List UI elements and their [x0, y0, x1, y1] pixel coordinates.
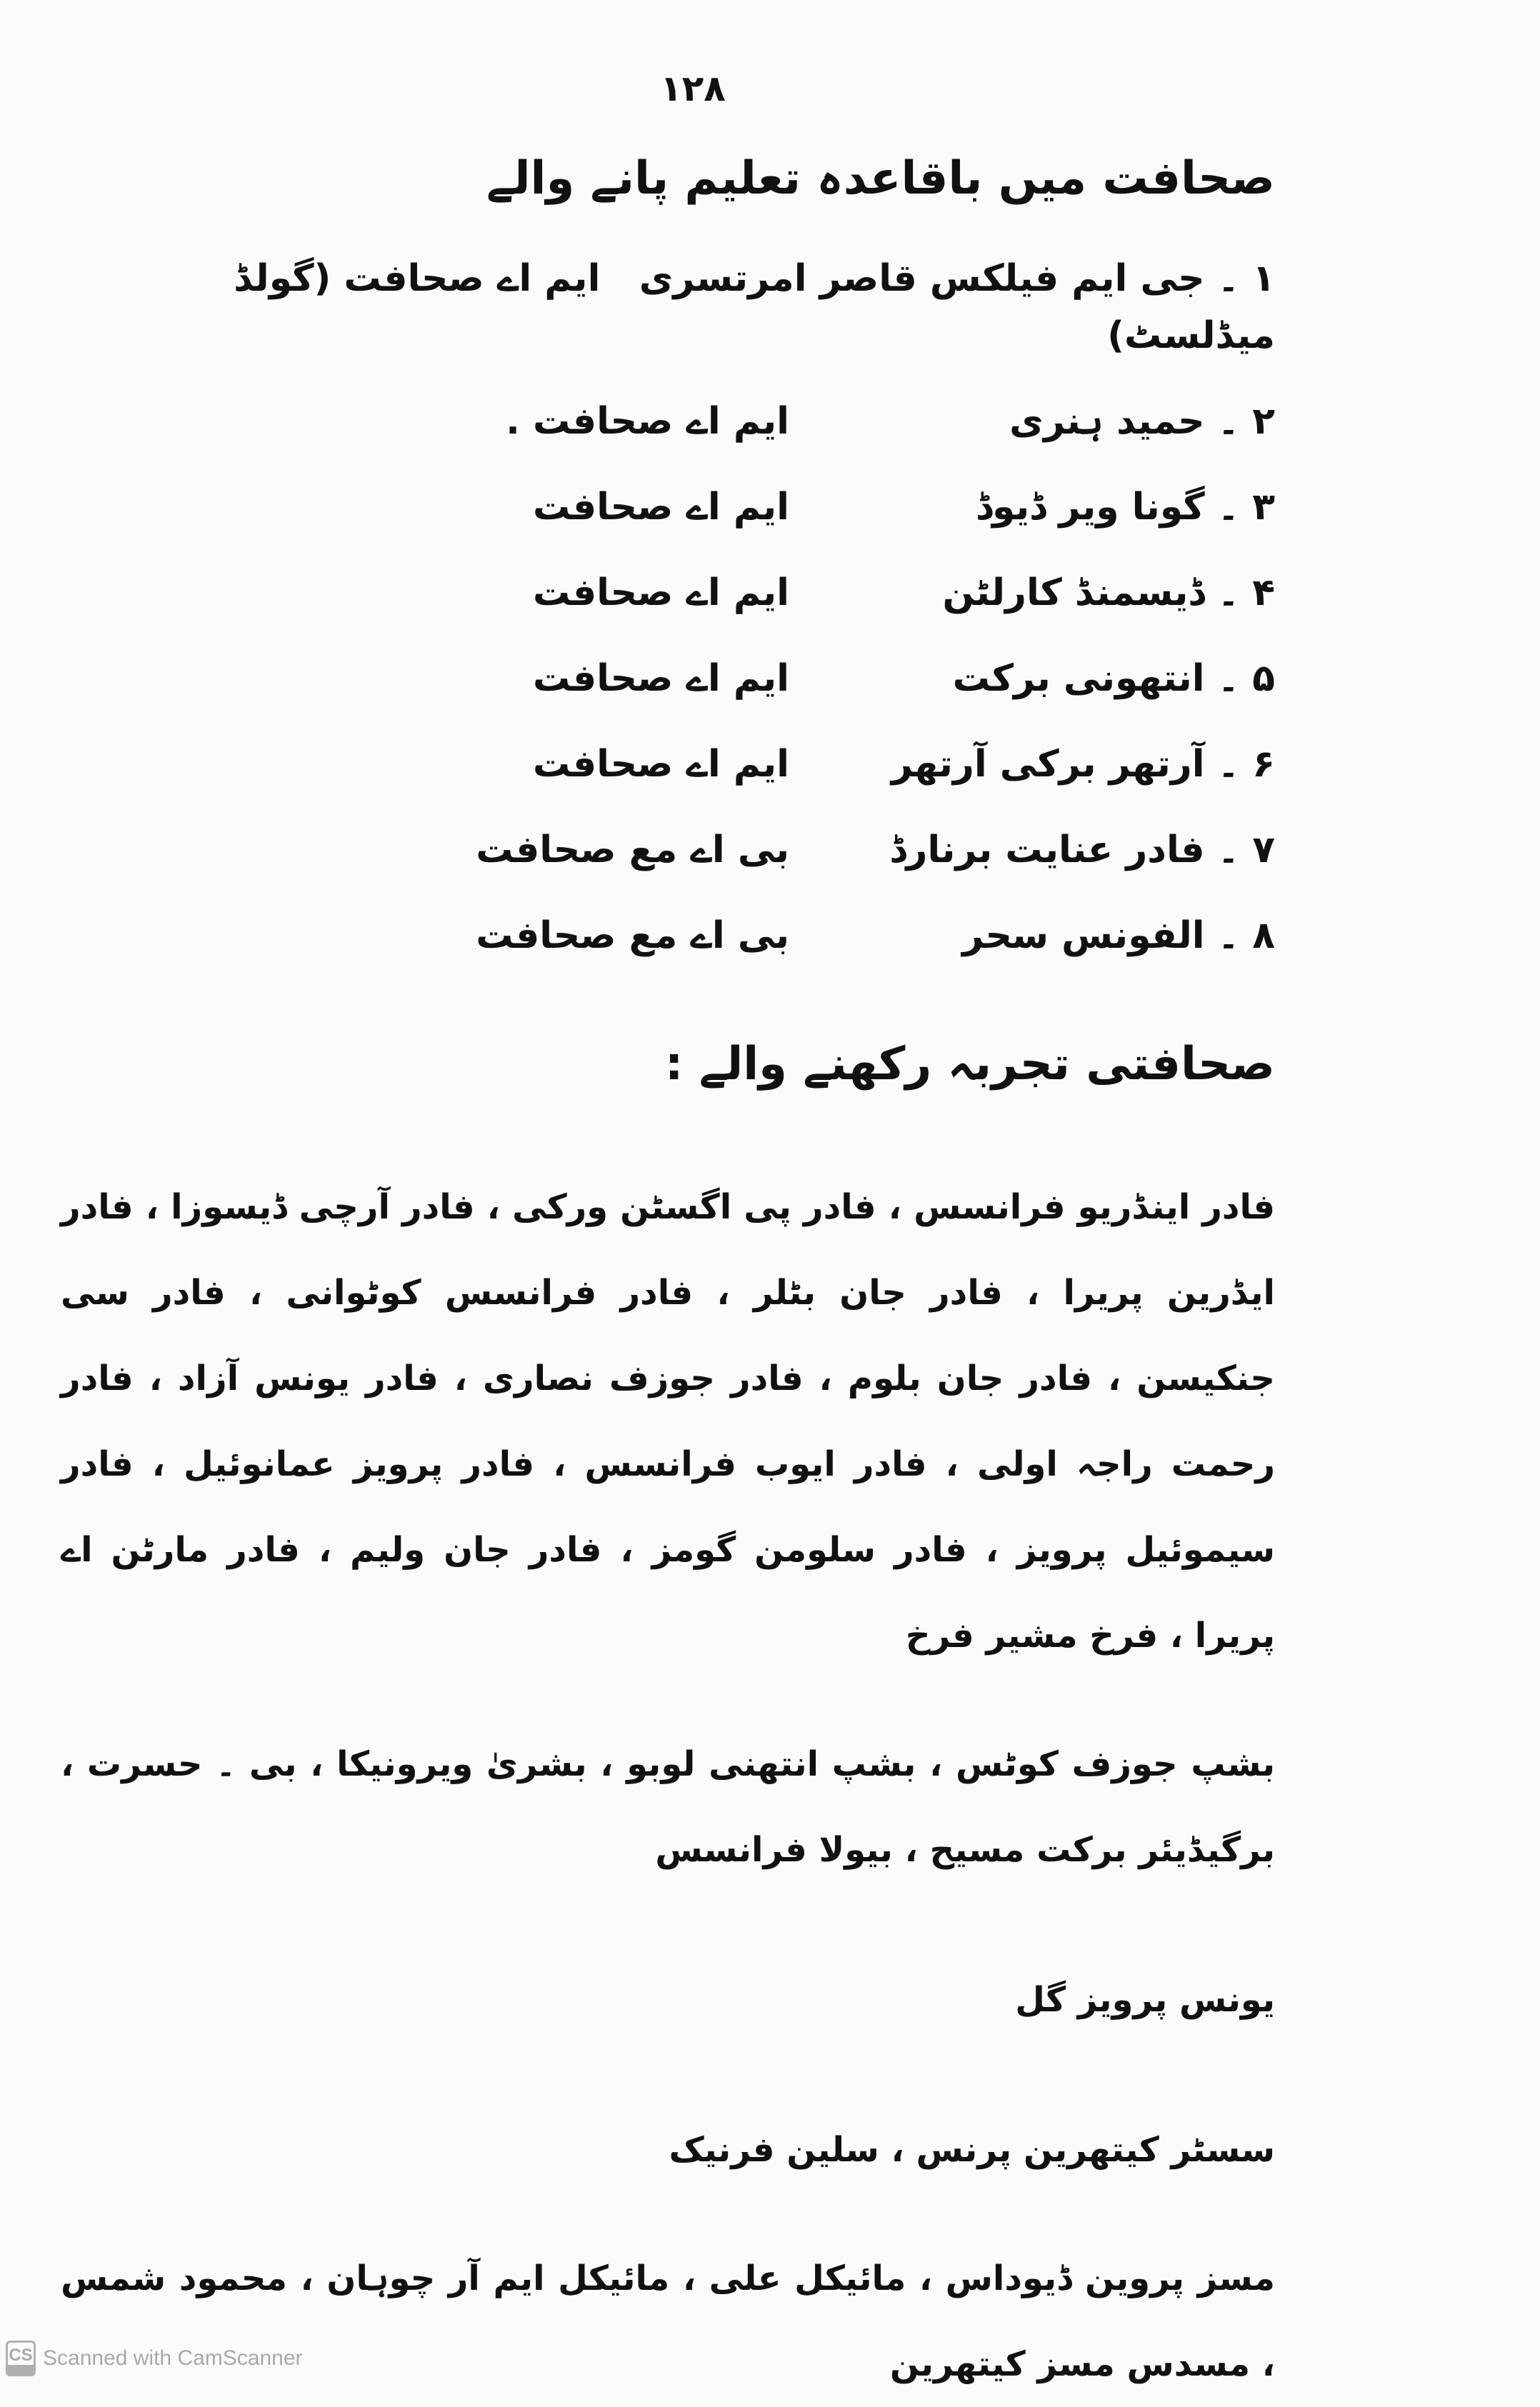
page-content — [61, 143, 1275, 2407]
list-item-degree: ایم اے صحافت — [533, 657, 789, 700]
list-item-8 — [61, 893, 1275, 979]
list-item-2 — [61, 379, 1275, 464]
section1-heading: صحافت میں باقاعدہ تعلیم پانے والے — [486, 152, 1275, 205]
footer-text: Scanned with CamScanner — [43, 2346, 303, 2370]
paragraph5 — [61, 2236, 1275, 2407]
paragraph5-line: مسز پروین ڈیوداس ، مائیکل علی ، مائیکل ایم آر چوہان ، محمود شمس ، مسدس — [61, 2258, 1275, 2384]
list-item-name: ۶ ۔ آرتھر برکی آرتھر — [891, 743, 1275, 786]
page-number: ۱۲۸ — [660, 68, 726, 109]
qualified-journalists-list — [61, 236, 1275, 979]
camscanner-logo-icon: CS — [6, 2341, 36, 2376]
paragraph1-line: فادر اینڈریو فرانسس ، فادر پی اگسٹن ورکی ، فادر آرچی ڈیسوزا ، فادر ایڈرین پریرا ، — [61, 1187, 1275, 1313]
paragraph3: یونس پرویز گل — [1015, 1980, 1275, 2020]
list-item-name: ۲ ۔ حمید ہنری — [1009, 400, 1275, 443]
paragraph2 — [61, 1721, 1275, 1893]
list-item-name: ۸ ۔ الفونس سحر — [962, 914, 1275, 957]
list-item-degree: بی اے مع صحافت — [476, 829, 789, 871]
paragraph1-line: فادر پرویز عمانوئیل ، فادر سیموئیل پرویز ، فادر سلومن گومز ، فادر جان ولیم ، فادر — [61, 1444, 1275, 1570]
list-item-5 — [61, 636, 1275, 721]
paragraph2-line: بشپ جوزف کوٹس ، بشپ انتھنی لوبو ، بشریٰ ویرونیکا ، بی ۔ حسرت ، برگیڈیئر — [61, 1744, 1275, 1870]
paragraph1-line: فادر جان بٹلر ، فادر فرانسس کوٹوانی ، فادر سی جنکیسن ، فادر جان بلوم ، فادر — [61, 1273, 1275, 1398]
list-item-1 — [61, 236, 1275, 379]
list-item-name: ۳ ۔ گونا ویر ڈیوڈ — [975, 486, 1275, 529]
list-item-degree: ایم اے صحافت — [533, 571, 789, 614]
paragraph1 — [61, 1164, 1275, 1678]
list-item-degree: بی اے مع صحافت — [476, 914, 789, 957]
paragraph2-line: برکت مسیح ، بیولا فرانسس — [655, 1830, 1127, 1870]
paragraph1-line: مارٹن اے پریرا ، فرخ مشیر فرخ — [61, 1530, 1275, 1656]
list-item-name: ۱ ۔ جی ایم فیلکس قاصر امرتسری — [639, 257, 1275, 300]
list-item-4 — [61, 550, 1275, 636]
list-item-3 — [61, 464, 1275, 550]
camscanner-watermark — [6, 2337, 303, 2380]
paragraph4: سسٹر کیتھرین پرنس ، سلین فرنیک — [669, 2130, 1275, 2170]
list-item-name: ۵ ۔ انتھونی برکت — [952, 657, 1275, 700]
list-item-6 — [61, 721, 1275, 807]
list-item-name: ۴ ۔ ڈیسمنڈ کارلٹن — [942, 571, 1275, 614]
list-item-7 — [61, 807, 1275, 893]
list-item-name: ۷ ۔ فادر عنایت برنارڈ — [889, 829, 1275, 871]
list-item-degree: ایم اے صحافت (گولڈ میڈلسٹ) — [234, 257, 1275, 357]
section2-heading: صحافتی تجربہ رکھنے والے : — [664, 1038, 1275, 1091]
paragraph1-line: جوزف نصاری ، فادر یونس آزاد ، فادر رحمت راجہ اولی ، فادر ایوب فرانسس ، — [61, 1358, 1276, 1484]
list-item-degree: ایم اے صحافت . — [506, 400, 789, 443]
list-item-degree: ایم اے صحافت — [533, 743, 789, 786]
list-item-degree: ایم اے صحافت — [533, 486, 789, 529]
paragraph5-line: مسز کیتھرین — [889, 2344, 1115, 2384]
